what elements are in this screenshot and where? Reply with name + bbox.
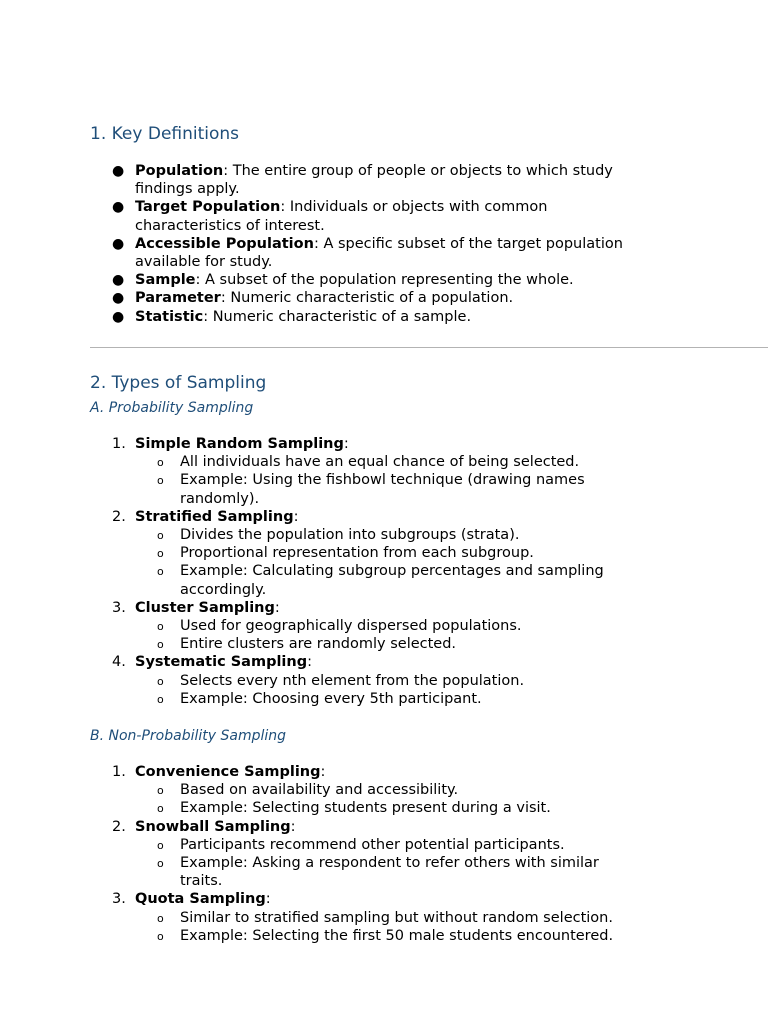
- colon: :: [320, 764, 326, 780]
- sampling-type-term: Systematic Sampling: [135, 654, 308, 671]
- subsection-probability: [90, 399, 253, 417]
- bullet-icon: ●: [112, 308, 125, 325]
- definition-term: Statistic: [135, 308, 204, 325]
- sampling-type-term: Cluster Sampling: [135, 599, 275, 616]
- sub-point-text: Based on availability and accessibility.: [180, 782, 459, 799]
- definition-desc: : A specific subset of the target population available for study.: [135, 235, 623, 271]
- sub-point-list: [135, 836, 768, 891]
- circle-bullet-icon: o: [157, 620, 164, 634]
- non-probability-sampling-list: [90, 763, 768, 945]
- sampling-type-item: [90, 890, 768, 945]
- item-number: 4.: [112, 654, 126, 671]
- circle-bullet-icon: o: [157, 456, 164, 470]
- circle-bullet-icon: o: [157, 929, 164, 943]
- item-number: 1.: [112, 764, 126, 780]
- definition-desc: : The entire group of people or objects to which study findings apply.: [135, 163, 613, 198]
- colon: :: [290, 818, 296, 835]
- sub-point-text: Entire clusters are randomly selected.: [180, 636, 457, 653]
- sub-point-text: Similar to stratified sampling but without random selection.: [180, 909, 613, 926]
- sub-point: [135, 526, 620, 544]
- sub-point: [135, 781, 620, 799]
- sub-point-text: Participants recommend other potential participants.: [180, 836, 565, 853]
- sub-point-text: Proportional representation from each subgroup.: [180, 545, 534, 562]
- subsection-non-probability: [90, 727, 286, 745]
- circle-bullet-icon: o: [157, 802, 164, 816]
- definition-item: [90, 289, 655, 307]
- colon: :: [293, 508, 299, 525]
- definition-term: Sample: [135, 272, 196, 289]
- sub-point-text: Example: Asking a respondent to refer others with similar traits.: [180, 855, 599, 890]
- colon: :: [307, 654, 312, 671]
- sub-point: [135, 562, 620, 598]
- sub-point-text: Selects every nth element from the population.: [180, 672, 525, 689]
- definition-desc: : Numeric characteristic of a sample.: [203, 308, 472, 325]
- sampling-type-term: Quota Sampling: [135, 891, 266, 908]
- circle-bullet-icon: o: [157, 547, 164, 561]
- section-key-definitions: [90, 124, 239, 144]
- heading-non-probability-sampling: B. Non-Probability Sampling: [90, 728, 287, 744]
- heading-types-of-sampling: 2. Types of Sampling: [90, 373, 267, 393]
- bullet-icon: ●: [112, 235, 125, 252]
- circle-bullet-icon: o: [157, 474, 164, 488]
- definition-desc: : A subset of the population representing the whole.: [195, 272, 574, 289]
- sampling-type-item: [90, 763, 768, 818]
- sampling-type-item: [90, 653, 768, 708]
- sampling-type-term: Convenience Sampling: [135, 764, 321, 780]
- sub-point: [135, 836, 620, 854]
- colon: :: [274, 599, 280, 616]
- sub-point: [135, 635, 620, 653]
- sub-point: [135, 854, 620, 890]
- sub-point-list: [135, 617, 768, 653]
- circle-bullet-icon: o: [157, 838, 164, 852]
- definition-term: Parameter: [135, 290, 221, 307]
- sampling-type-item: [90, 818, 768, 891]
- sub-point-text: Divides the population into subgroups (strata).: [180, 527, 520, 544]
- item-number: 2.: [112, 818, 126, 835]
- circle-bullet-icon: o: [157, 857, 164, 871]
- definition-item: [90, 271, 655, 289]
- sub-point-text: Example: Selecting the first 50 male students encountered.: [180, 927, 614, 944]
- sampling-type-term: Simple Random Sampling: [135, 436, 344, 452]
- definition-item: [90, 162, 655, 198]
- sampling-type-item: [90, 599, 768, 654]
- bullet-icon: ●: [112, 199, 125, 216]
- sub-point-text: Used for geographically dispersed populations.: [180, 618, 522, 635]
- definitions-list: [90, 162, 655, 326]
- sub-point-text: Example: Choosing every 5th participant.: [180, 690, 482, 707]
- sampling-type-term: Snowball Sampling: [135, 818, 291, 835]
- item-number: 1.: [112, 436, 126, 452]
- definition-desc: : Numeric characteristic of a population.: [220, 290, 514, 307]
- item-number: 3.: [112, 891, 126, 908]
- sub-point: [135, 909, 620, 927]
- sub-point-text: Example: Using the fishbowl technique (drawing names randomly).: [180, 472, 585, 507]
- colon: :: [343, 436, 349, 452]
- sub-point-text: All individuals have an equal chance of being selected.: [180, 454, 580, 471]
- circle-bullet-icon: o: [157, 638, 164, 652]
- heading-key-definitions: 1. Key Definitions: [90, 124, 240, 144]
- circle-bullet-icon: o: [157, 692, 164, 706]
- item-number: 2.: [112, 508, 126, 525]
- sub-point: [135, 453, 620, 471]
- sub-point-list: [135, 453, 768, 508]
- bullet-icon: ●: [112, 290, 125, 307]
- definition-term: Population: [135, 163, 224, 179]
- circle-bullet-icon: o: [157, 911, 164, 925]
- definition-item: [90, 235, 655, 271]
- sub-point: [135, 672, 620, 690]
- definition-desc: : Individuals or objects with common characteristics of interest.: [135, 199, 548, 234]
- section-types-of-sampling: [90, 373, 266, 393]
- sub-point-list: [135, 781, 768, 817]
- sub-point: [135, 544, 620, 562]
- probability-sampling-list: [90, 435, 768, 708]
- definition-term: Target Population: [135, 199, 281, 216]
- circle-bullet-icon: o: [157, 784, 164, 798]
- item-number: 3.: [112, 599, 126, 616]
- sub-point-list: [135, 909, 768, 945]
- colon: :: [265, 891, 271, 908]
- sampling-type-item: [90, 435, 768, 508]
- sub-point: [135, 799, 620, 817]
- definition-term: Accessible Population: [135, 235, 314, 252]
- sub-point: [135, 690, 620, 708]
- circle-bullet-icon: o: [157, 674, 164, 688]
- sub-point-list: [135, 526, 768, 599]
- bullet-icon: ●: [112, 163, 125, 179]
- sub-point-text: Example: Selecting students present during a visit.: [180, 800, 551, 817]
- sampling-type-item: [90, 508, 768, 599]
- circle-bullet-icon: o: [157, 565, 164, 579]
- bullet-icon: ●: [112, 272, 125, 289]
- definition-item: [90, 308, 655, 326]
- sub-point: [135, 617, 620, 635]
- horizontal-divider: [90, 347, 768, 348]
- sampling-type-term: Stratified Sampling: [135, 508, 294, 525]
- sub-point-list: [135, 672, 768, 708]
- heading-probability-sampling: A. Probability Sampling: [90, 400, 254, 416]
- circle-bullet-icon: o: [157, 529, 164, 543]
- definition-item: [90, 198, 655, 234]
- sub-point: [135, 927, 620, 945]
- sub-point-text: Example: Calculating subgroup percentages and sampling accordingly.: [180, 563, 604, 598]
- sub-point: [135, 471, 620, 507]
